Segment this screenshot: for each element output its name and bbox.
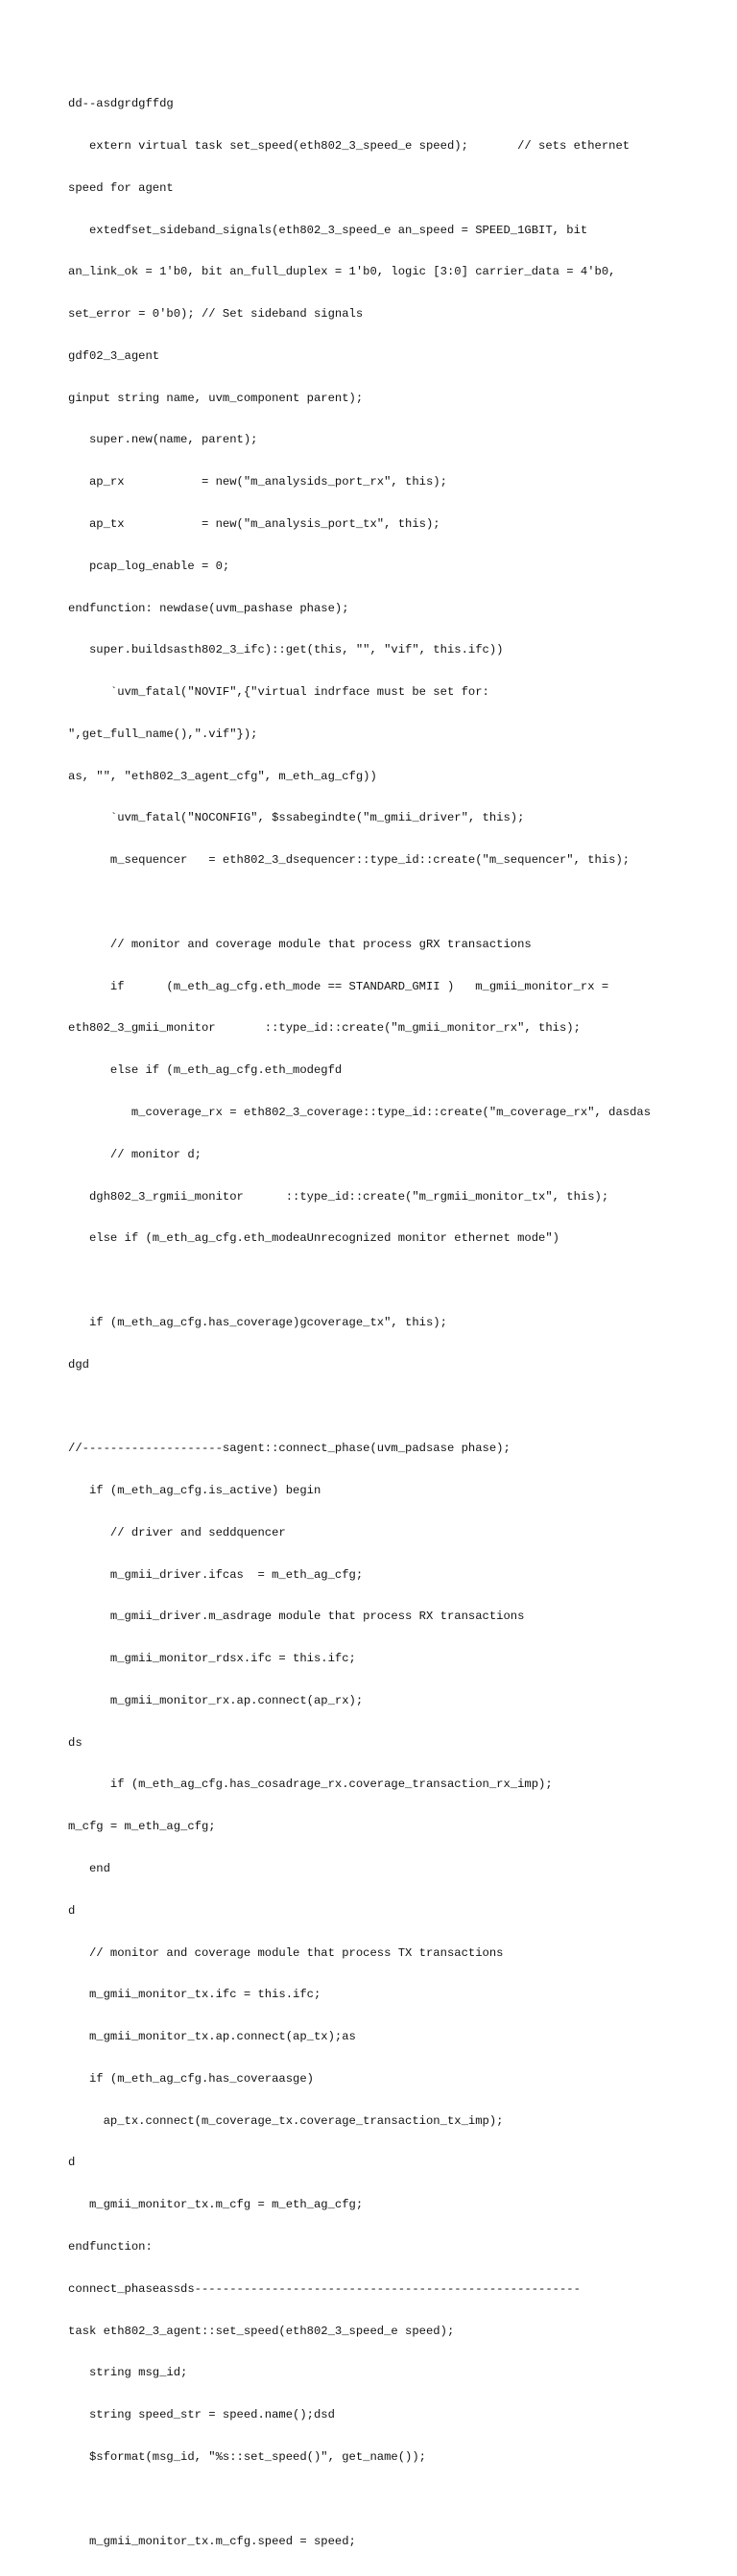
code-line: m_gmii_monitor_tx.ifc = this.ifc; [68,1988,321,2002]
code-line: if (m_eth_ag_cfg.eth_mode == STANDARD_GMII ) m_gmii_monitor_rx = [68,979,609,993]
code-line: super.new(name, parent); [68,433,258,447]
code-line: m_gmii_monitor_tx.m_cfg = m_eth_ag_cfg; [68,2198,364,2212]
code-line: super.buildsasth802_3_ifc)::get(this, "", "vif", this.ifc)) [68,643,504,657]
code-line: string speed_str = speed.name();dsd [68,2408,335,2422]
code-line: `uvm_fatal("NOVIF",{"virtual indrface must be set for: [68,685,489,700]
code-line: m_sequencer = eth802_3_dsequencer::type_id::create("m_sequencer", this); [68,853,630,868]
code-line: m_cfg = m_eth_ag_cfg; [68,1820,216,1834]
code-line: m_gmii_monitor_tx.m_cfg.speed = speed; [68,2534,356,2548]
code-line: endfunction: newdase(uvm_pashase phase); [68,601,349,615]
code-line: $sformat(msg_id, "%s::set_speed()", get_name()); [68,2449,426,2464]
code-line: else if (m_eth_ag_cfg.eth_modegfd [68,1063,343,1078]
code-listing [68,69,721,2576]
code-line: speed for agent [68,180,174,195]
code-line: m_gmii_driver.m_asdrage module that process RX transactions [68,1610,525,1624]
code-line: m_gmii_monitor_rx.ap.connect(ap_rx); [68,1693,364,1707]
code-line: extern virtual task set_speed(eth802_3_speed_e speed); // sets ethernet [68,138,630,153]
code-line: extedfset_sideband_signals(eth802_3_speed_e an_speed = SPEED_1GBIT, bit [68,223,588,237]
code-line: // monitor and coverage module that process gRX transactions [68,937,532,951]
code-line: if (m_eth_ag_cfg.has_coverage)gcoverage_tx", this); [68,1315,447,1329]
code-line: // driver and seddquencer [68,1525,286,1539]
code-line: endfunction: [68,2240,153,2254]
code-line: m_gmii_driver.ifcas = m_eth_ag_cfg; [68,1567,364,1582]
code-line: ds [68,1735,83,1750]
code-line: dgd [68,1357,89,1371]
code-line: `uvm_fatal("NOCONFIG", $ssabegindte("m_gmii_driver", this); [68,811,525,825]
code-line [68,895,721,910]
code-line [68,1274,721,1288]
code-line: ",get_full_name(),".vif"}); [68,727,258,741]
code-line: // monitor and coverage module that process TX transactions [68,1945,504,1960]
code-line: an_link_ok = 1'b0, bit an_full_duplex = 1'b0, logic [3:0] carrier_data = 4'b0, [68,265,616,279]
code-line: pcap_log_enable = 0; [68,559,230,573]
code-line: eth802_3_gmii_monitor ::type_id::create("m_gmii_monitor_rx", this); [68,1021,581,1036]
code-line: d [68,1903,76,1918]
code-line: else if (m_eth_ag_cfg.eth_modeaUnrecognized monitor ethernet mode") [68,1231,559,1246]
code-line: string msg_id; [68,2366,188,2380]
code-line [68,2493,721,2507]
code-line: as, "", "eth802_3_agent_cfg", m_eth_ag_cfg)) [68,769,377,783]
code-line: //--------------------sagent::connect_phase(uvm_padsase phase); [68,1442,511,1456]
code-line: ap_rx = new("m_analysids_port_rx", this); [68,475,447,489]
code-line: ap_tx.connect(m_coverage_tx.coverage_transaction_tx_imp); [68,2113,504,2128]
code-line: task eth802_3_agent::set_speed(eth802_3_speed_e speed); [68,2324,455,2338]
code-line: dgh802_3_rgmii_monitor ::type_id::create("m_rgmii_monitor_tx", this); [68,1189,609,1204]
code-line [68,1399,721,1414]
document-page [68,69,721,2576]
code-line: set_error = 0'b0); // Set sideband signals [68,307,364,322]
code-line: if (m_eth_ag_cfg.has_coveraasge) [68,2071,314,2086]
code-line: end [68,1862,110,1875]
code-line: ap_tx = new("m_analysis_port_tx", this); [68,517,440,531]
code-line: if (m_eth_ag_cfg.is_active) begin [68,1483,321,1497]
code-line: m_gmii_monitor_rdsx.ifc = this.ifc; [68,1652,356,1666]
code-line: if (m_eth_ag_cfg.has_cosadrage_rx.coverage_transaction_rx_imp); [68,1777,553,1792]
code-line: connect_phaseassds------------------------------------------------------- [68,2281,581,2296]
code-line: // monitor d; [68,1147,202,1161]
code-line: d [68,2156,76,2170]
code-line: dd--asdgrdgffdg [68,97,174,111]
code-line: m_coverage_rx = eth802_3_coverage::type_id::create("m_coverage_rx", dasdas [68,1105,652,1119]
code-line: m_gmii_monitor_tx.ap.connect(ap_tx);as [68,2030,356,2044]
code-line: ginput string name, uvm_component parent); [68,391,364,405]
code-line: gdf02_3_agent [68,348,160,363]
